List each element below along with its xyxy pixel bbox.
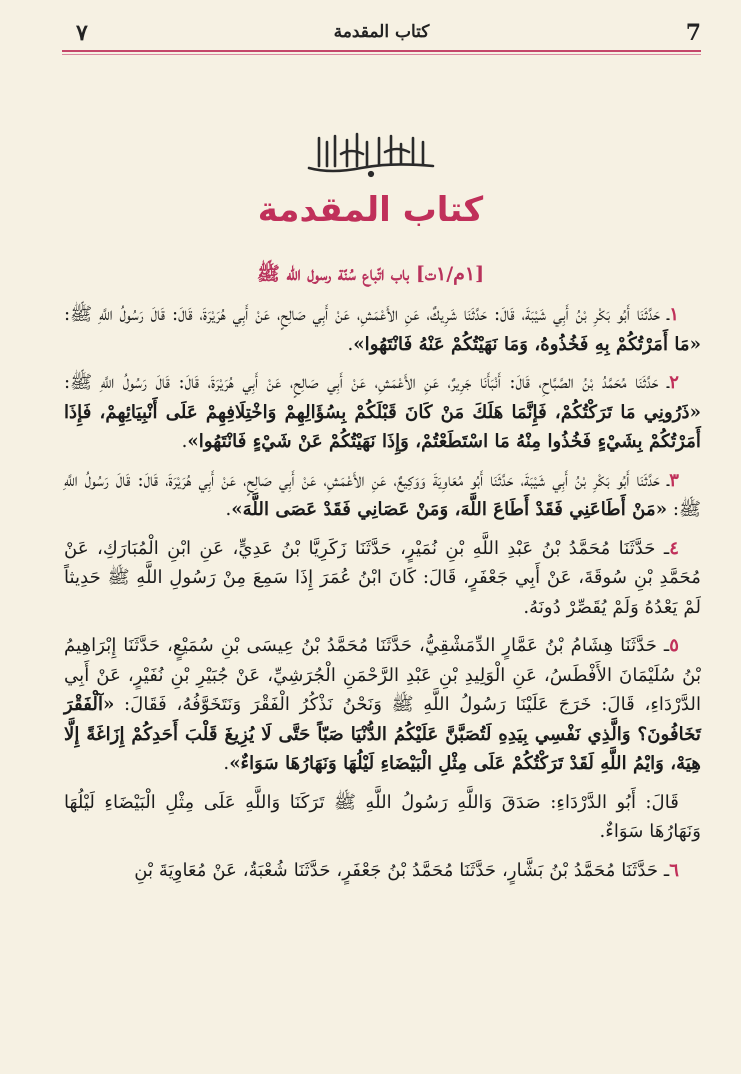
text-body	[64, 300, 701, 894]
hadith-chain: ـ حَدَّثَنَا أَبُو بَكْرِ بْنُ أَبِي شَيْبَةَ، قَالَ: حَدَّثَنَا شَرِيكٌ، عَنِ الأَعْمَشِ، عَنْ أَبِي صَالِحٍ، عَنْ أَبِي هُرَيْرَةَ، قَالَ: قَالَ رَسُولُ اللَّهِ ﷺ:	[64, 304, 670, 325]
hadith-chain: ـ حَدَّثَنَا أَبُو بَكْرِ بْنُ أَبِي شَيْبَةَ، حَدَّثَنَا أَبُو مُعَاوِيَةَ وَوَكِيعٌ، عَنِ الأَعْمَشِ، عَنْ أَبِي صَالِحٍ، عَنْ أَبِي هُرَيْرَةَ، قَالَ: قَالَ رَسُولُ اللَّهِ ﷺ:	[64, 469, 701, 520]
page-number: 7	[685, 20, 701, 46]
hadith-5	[64, 631, 701, 779]
hadith-tail: .	[223, 753, 230, 774]
hadith-3	[64, 466, 701, 525]
chapter-title	[0, 262, 741, 290]
hadith-number: ٥	[669, 635, 679, 656]
hadith-chain: ـ حَدَّثَنَا مُحَمَّدُ بْنُ الصَّبَّاحِ، قَالَ: أَنْبَأَنَا جَرِيرٌ، عَنِ الأَعْمَشِ، عَنْ أَبِي صَالِحٍ، عَنْ أَبِي هُرَيْرَةَ، قَالَ: قَالَ رَسُولُ اللَّهِ ﷺ:	[64, 372, 670, 393]
hadith-number: ٤	[669, 537, 679, 559]
chapter-ref: [١م/١ت]	[415, 263, 485, 285]
chapter-name: باب اتّباع سُنّة رسول الله ﷺ	[256, 263, 410, 285]
hadith-chain: ـ حَدَّثَنَا مُحَمَّدُ بْنُ بَشَّارٍ، حَدَّثَنَا مُحَمَّدُ بْنُ جَعْفَرٍ، حَدَّثَنَا شُعْبَةُ، عَنْ مُعَاوِيَةَ بْنِ	[134, 859, 670, 881]
hadith-chain: ـ حَدَّثَنَا مُحَمَّدُ بْنُ عَبْدِ اللَّهِ بْنِ نُمَيْرٍ، حَدَّثَنَا زَكَرِيَّا بْنُ عَدِيٍّ، عَنِ ابْنِ الْمُبَارَكِ، عَنْ مُحَمَّدِ بْنِ سُوقَةَ، عَنْ أَبِي جَعْفَرٍ، قَالَ: كَانَ ابْنُ عُمَرَ إِذَا سَمِعَ مِنْ رَسُولِ اللَّهِ ﷺ حَدِيثاً لَمْ يَعْدُهُ وَلَمْ يُقَصِّرْ دُونَهُ.	[64, 537, 701, 618]
hadith-1	[64, 300, 701, 359]
hadith-6	[64, 856, 701, 886]
hadith-number: ٣	[669, 469, 679, 491]
commentary-note: قَالَ: أَبُو الدَّرْدَاءِ: صَدَقَ وَاللَّهِ رَسُولُ اللَّهِ ﷺ تَرَكَنَا وَاللَّهِ عَلَى مِثْلِ الْبَيْضَاءِ لَيْلُهَا وَنَهَارُهَا سَوَاءٌ.	[64, 791, 701, 842]
hadith-matn: «ذَرُونِي مَا تَرَكْتُكُمْ، فَإِنَّمَا هَلَكَ مَنْ كَانَ قَبْلَكُمْ بِسُؤَالِهِمْ وَاخْتِلَافِهِمْ عَلَى أَنْبِيَائِهِمْ، فَإِذَا أَمَرْتُكُمْ بِشَيْءٍ فَخُذُوا مِنْهُ مَا اسْتَطَعْتُمْ، وَإِذَا نَهَيْتُكُمْ عَنْ شَيْءٍ فَانْتَهُوا»	[64, 401, 701, 452]
hadith-chain: ـ حَدَّثَنَا هِشَامُ بْنُ عَمَّارٍ الدِّمَشْقِيُّ، حَدَّثَنَا مُحَمَّدُ بْنُ عِيسَى بْنِ سُمَيْعٍ، حَدَّثَنَا إِبْرَاهِيمُ بْنُ سُلَيْمَانَ الأَفْطَسُ، عَنِ الْوَلِيدِ بْنِ عَبْدِ الرَّحْمَنِ الْجُرَشِيِّ، عَنْ جُبَيْرِ بْنِ نُفَيْرٍ، عَنْ أَبِي الدَّرْدَاءِ، قَالَ: خَرَجَ عَلَيْنَا رَسُولُ اللَّهِ ﷺ وَنَحْنُ نَذْكُرُ الْفَقْرَ وَنَتَخَوَّفُهُ، فَقَالَ:	[64, 635, 701, 715]
hadith-number: ٦	[669, 859, 679, 881]
hadith-matn: «مَنْ أَطَاعَنِي فَقَدْ أَطَاعَ اللَّهَ، وَمَنْ عَصَانِي فَقَدْ عَصَى اللَّهَ»	[231, 499, 668, 520]
hadith-tail: .	[347, 333, 354, 355]
hadith-tail: .	[181, 431, 188, 452]
hadith-matn: «آلْفَقْرَ تَخَافُونَ؟ وَالَّذِي نَفْسِي بِيَدِهِ لَتُصَبَّنَّ عَلَيْكُمُ الدُّنْيَا صَبّاً حَتَّى لَا يُزِيغَ قَلْبَ أَحَدِكُمْ إِزَاغَةً إِلَّا هِيَهْ، وَايْمُ اللَّهِ لَقَدْ تَرَكْتُكُمْ عَلَى مِثْلِ الْبَيْضَاءِ لَيْلُهَا وَنَهَارُهَا سَوَاءٌ»	[64, 694, 701, 774]
hadith-number: ١	[669, 304, 679, 325]
basmala-calligraphy	[0, 128, 741, 184]
hadith-matn: «مَا أَمَرْتُكُمْ بِهِ فَخُذُوهُ، وَمَا نَهَيْتُكُمْ عَنْهُ فَانْتَهُوا»	[353, 333, 701, 355]
hadith-number: ٢	[669, 372, 679, 393]
hadith-tail: .	[225, 499, 232, 520]
page-header	[62, 18, 701, 48]
basmala-icon	[301, 128, 441, 180]
hadith-4	[64, 534, 701, 623]
header-rule-thin	[62, 54, 701, 55]
page-number-arabic: ٧	[76, 20, 88, 46]
hadith-2	[64, 368, 701, 457]
running-title: كتاب المقدمة	[333, 22, 430, 42]
book-title: كتاب المقدمة	[257, 190, 484, 230]
header-rule	[62, 50, 701, 52]
